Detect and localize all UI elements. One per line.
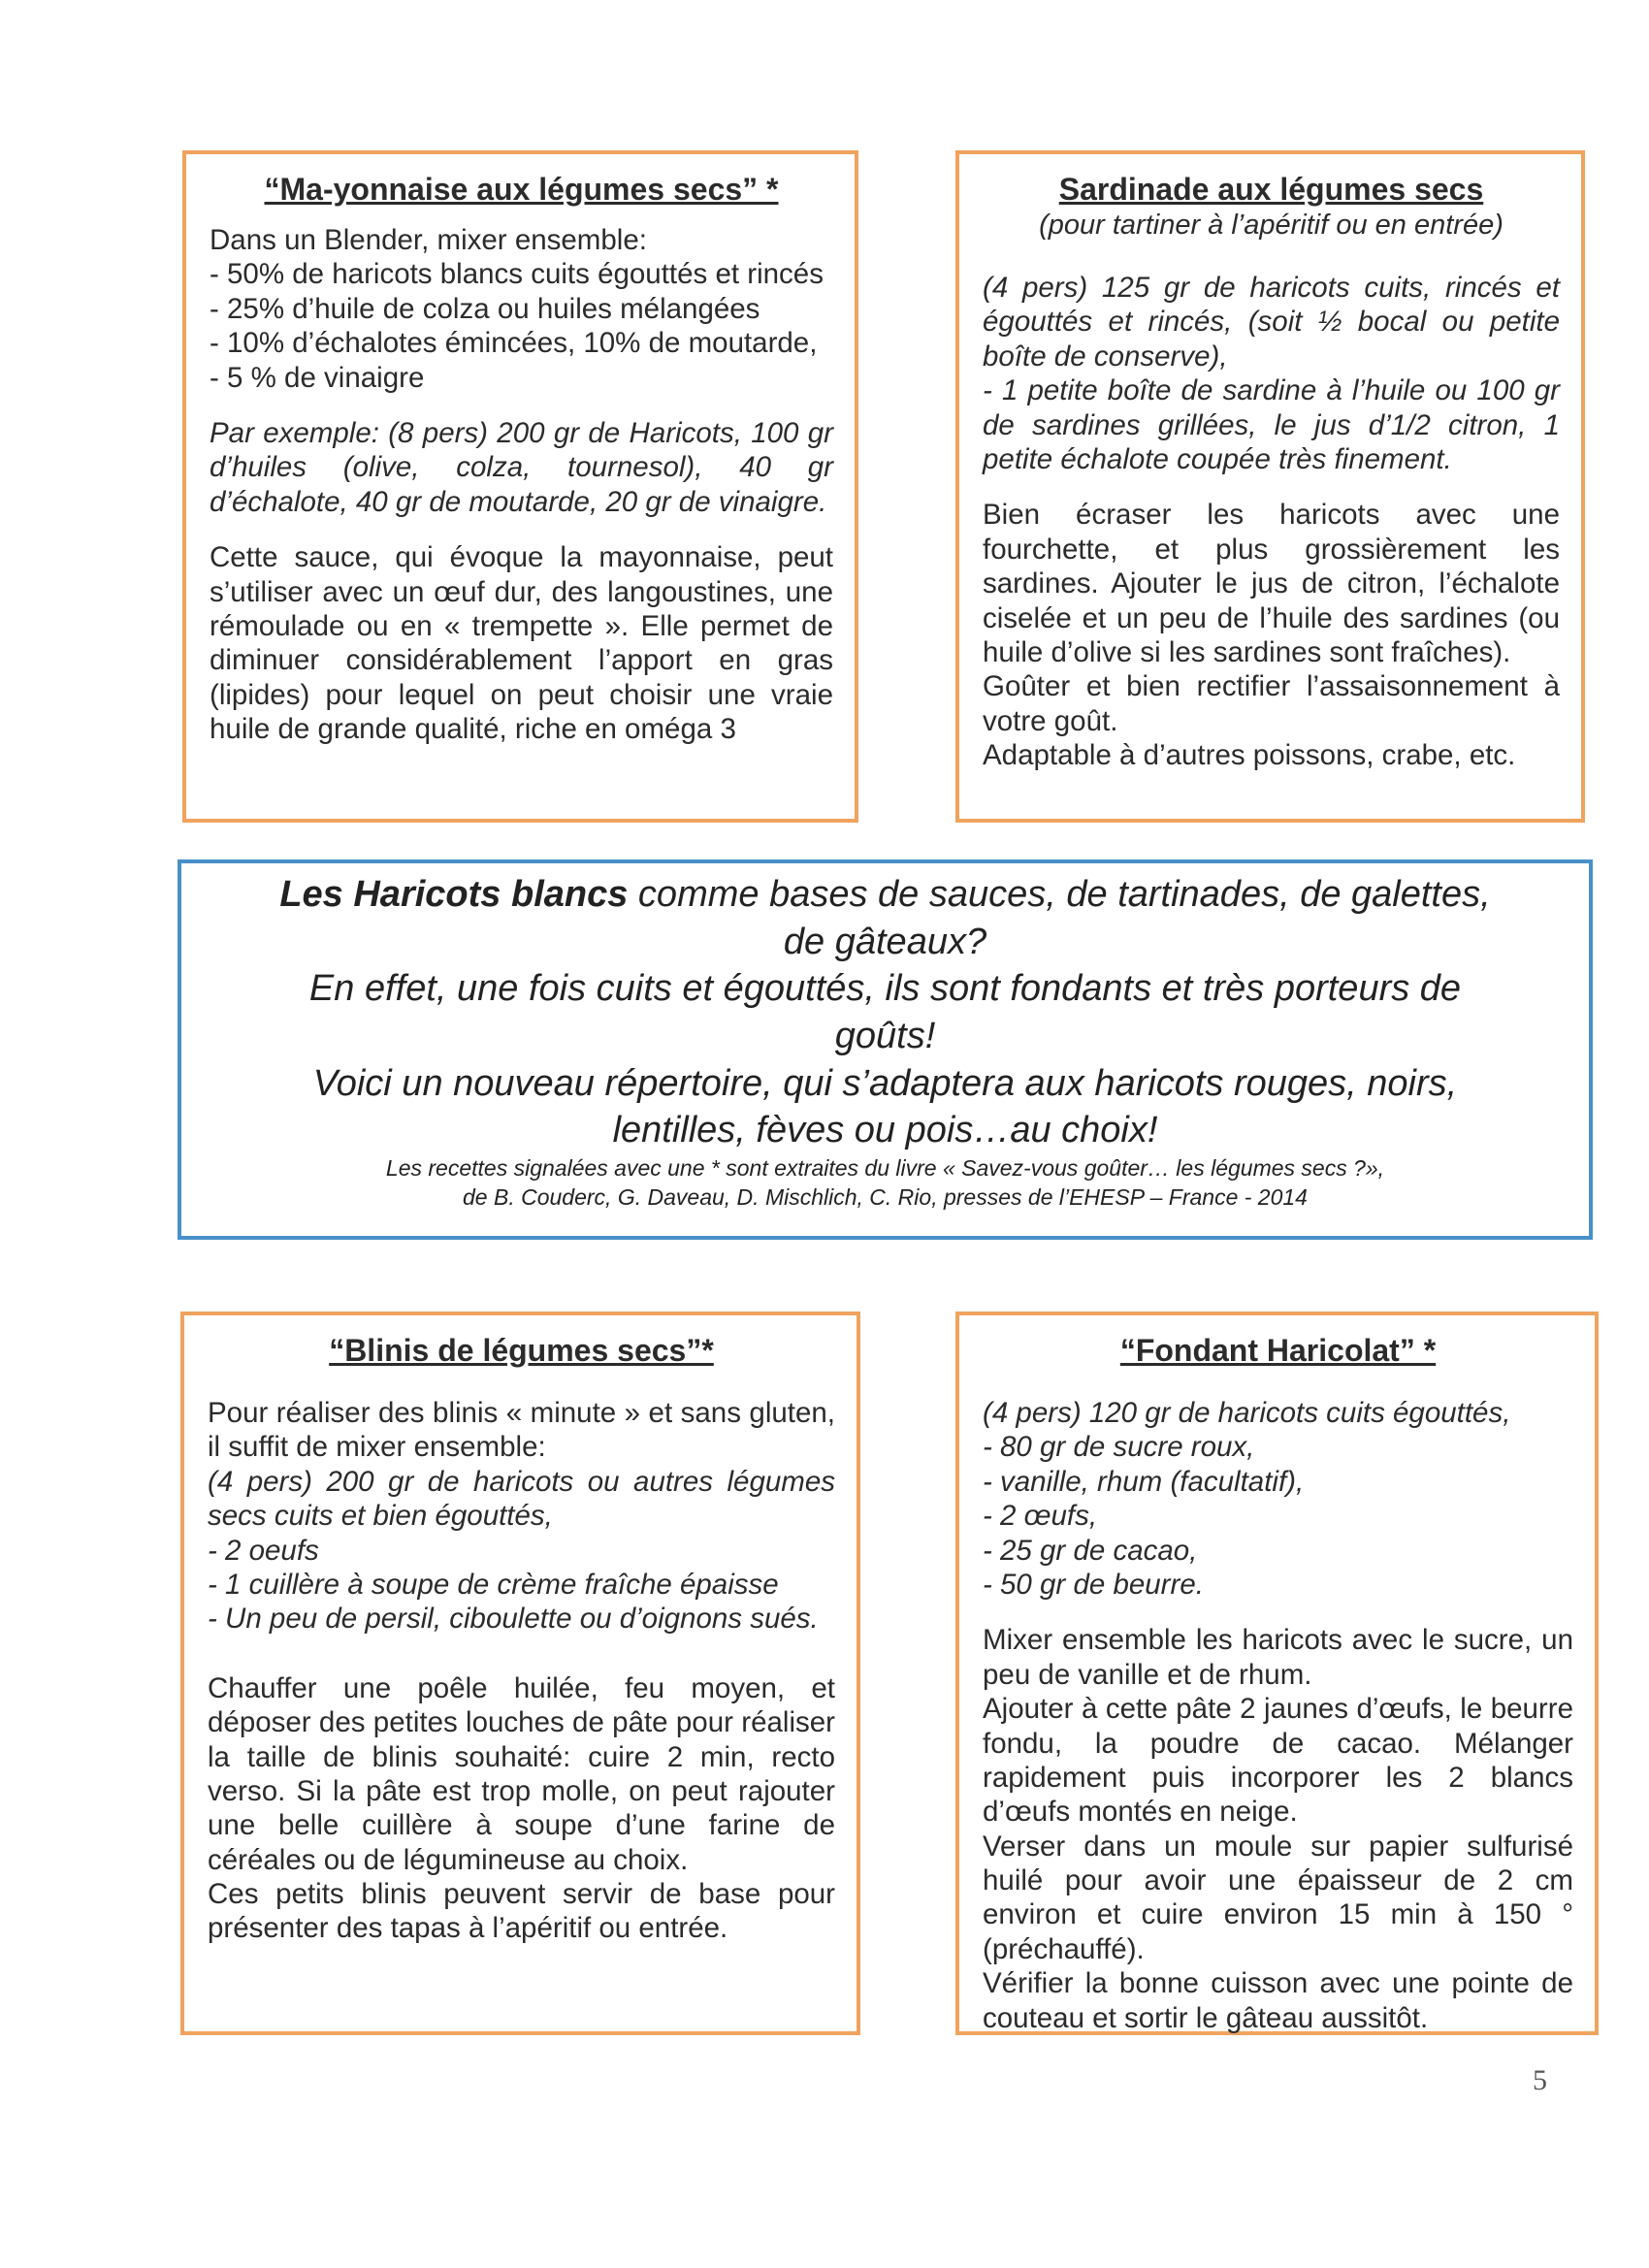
ingredient-line: - vanille, rhum (facultatif),: [983, 1465, 1305, 1498]
banner-line: Voici un nouveau répertoire, qui s’adaptera aux haricots rouges, noirs,: [312, 1062, 1458, 1104]
recipe-ingredients: (4 pers) 200 gr de haricots ou autres légumes secs cuits et bien égouttés,: [208, 1465, 835, 1533]
banner-line: [210, 871, 1560, 919]
recipe-box-fondant: [955, 1312, 1599, 2035]
banner-line: de gâteaux?: [783, 921, 987, 962]
recipe-description: Cette sauce, qui évoque la mayonnaise, peut s’utiliser avec un œuf dur, des langoustines, une rémoulade ou en « trempette ». Elle permet de diminuer considérablement l’apport en gras (lipides) pour lequel on peut choisir une vraie huile de grande qualité, riche en oméga 3: [210, 541, 833, 746]
source-note: de B. Couderc, G. Daveau, D. Mischlich, C. Rio, presses de l’EHESP – France - 2014: [463, 1183, 1308, 1210]
recipe-subtitle: (pour tartiner à l’apéritif ou en entrée): [1039, 210, 1504, 241]
ingredient-line: - 80 gr de sucre roux,: [983, 1431, 1255, 1464]
banner-line: lentilles, fèves ou pois…au choix!: [612, 1110, 1158, 1151]
ingredient-line: - 5 % de vinaigre: [210, 361, 425, 394]
banner-text: comme bases de sauces, de tartinades, de galettes,: [628, 874, 1491, 915]
recipe-box-blinis: [180, 1312, 860, 2035]
recipe-example: Par exemple: (8 pers) 200 gr de Haricots, 100 gr d’huiles (olive, colza, tournesol), 40 gr d’échalote, 40 gr de moutarde, 20 gr de vinaigre.: [210, 416, 833, 518]
banner-line: En effet, une fois cuits et égouttés, ils sont fondants et très porteurs de: [308, 968, 1462, 1010]
recipe-box-sardinade: [955, 150, 1585, 823]
intro-banner: [178, 859, 1593, 1240]
banner-lead: Les Haricots blancs: [279, 874, 629, 915]
recipe-title: “Fondant Haricolat” *: [1119, 1333, 1437, 1368]
recipe-steps: Goûter et bien rectifier l’assaisonnement à votre goût.: [983, 670, 1560, 737]
ingredient-line: - 50% de haricots blancs cuits égouttés et rincés: [210, 258, 824, 291]
recipe-steps: Chauffer une poêle huilée, feu moyen, et déposer des petites louches de pâte pour réaliser la taille de blinis souhaité: cuire 2 min, recto verso. Si la pâte est trop molle, on peut rajouter une belle cuillère à soupe d’une farine de céréales ou de légumineuse au choix.: [208, 1671, 835, 1876]
ingredient-line: - 50 gr de beurre.: [983, 1568, 1204, 1601]
banner-line: goûts!: [834, 1015, 936, 1056]
recipe-steps: Bien écraser les haricots avec une fourchette, et plus grossièrement les sardines. Ajouter le jus de citron, l’échalote ciselée et un peu de l’huile des sardines (ou huile d’olive si les sardines sont fraîches).: [983, 499, 1560, 668]
recipe-steps: Ajouter à cette pâte 2 jaunes d’œufs, le beurre fondu, la poudre de cacao. Mélanger rapidement puis incorporer les 2 blancs d’œufs montés en neige.: [983, 1693, 1573, 1829]
ingredient-line: - 25 gr de cacao,: [983, 1534, 1198, 1567]
recipe-intro: Pour réaliser des blinis « minute » et sans gluten, il suffit de mixer ensemble:: [208, 1397, 835, 1464]
recipe-intro: Dans un Blender, mixer ensemble:: [210, 224, 647, 256]
ingredient-line: - 2 oeufs: [208, 1534, 319, 1567]
page-number: 5: [1533, 2064, 1547, 2096]
ingredient-line: (4 pers) 120 gr de haricots cuits égouttés,: [983, 1397, 1511, 1429]
recipe-box-mayonnaise: [182, 150, 858, 823]
recipe-steps: Verser dans un moule sur papier sulfurisé huilé pour avoir une épaisseur de 2 cm environ et cuire environ 15 min à 150 ° (préchauffé).: [983, 1830, 1573, 1965]
recipe-ingredients: (4 pers) 125 gr de haricots cuits, rincés et égouttés et rincés, (soit ½ bocal ou petite boîte de conserve),: [983, 272, 1560, 373]
ingredient-line: - 25% d’huile de colza ou huiles mélangées: [210, 292, 760, 325]
recipe-title: “Ma-yonnaise aux légumes secs” *: [264, 172, 779, 207]
source-note: Les recettes signalées avec une * sont extraites du livre « Savez-vous goûter… les légumes secs ?»,: [385, 1154, 1385, 1181]
ingredient-line: - Un peu de persil, ciboulette ou d’oignons sués.: [208, 1603, 819, 1636]
ingredient-line: - 10% d’échalotes émincées, 10% de moutarde,: [210, 327, 818, 360]
recipe-title: Sardinade aux légumes secs: [1058, 172, 1484, 207]
recipe-note: Ces petits blinis peuvent servir de base pour présenter des tapas à l’apéritif ou entrée.: [208, 1878, 835, 1945]
recipe-steps: Vérifier la bonne cuisson avec une pointe de couteau et sortir le gâteau aussitôt.: [983, 1967, 1573, 2034]
recipe-ingredients: - 1 petite boîte de sardine à l’huile ou 100 gr de sardines grillées, le jus d’1/2 citron, 1 petite échalote coupée très finement.: [983, 374, 1560, 475]
ingredient-line: - 2 œufs,: [983, 1500, 1098, 1533]
recipe-title: “Blinis de légumes secs”*: [329, 1333, 714, 1368]
recipe-steps: Mixer ensemble les haricots avec le sucre, un peu de vanille et de rhum.: [983, 1624, 1573, 1691]
recipe-note: Adaptable à d’autres poissons, crabe, etc.: [983, 739, 1516, 772]
ingredient-line: - 1 cuillère à soupe de crème fraîche épaisse: [208, 1568, 779, 1601]
